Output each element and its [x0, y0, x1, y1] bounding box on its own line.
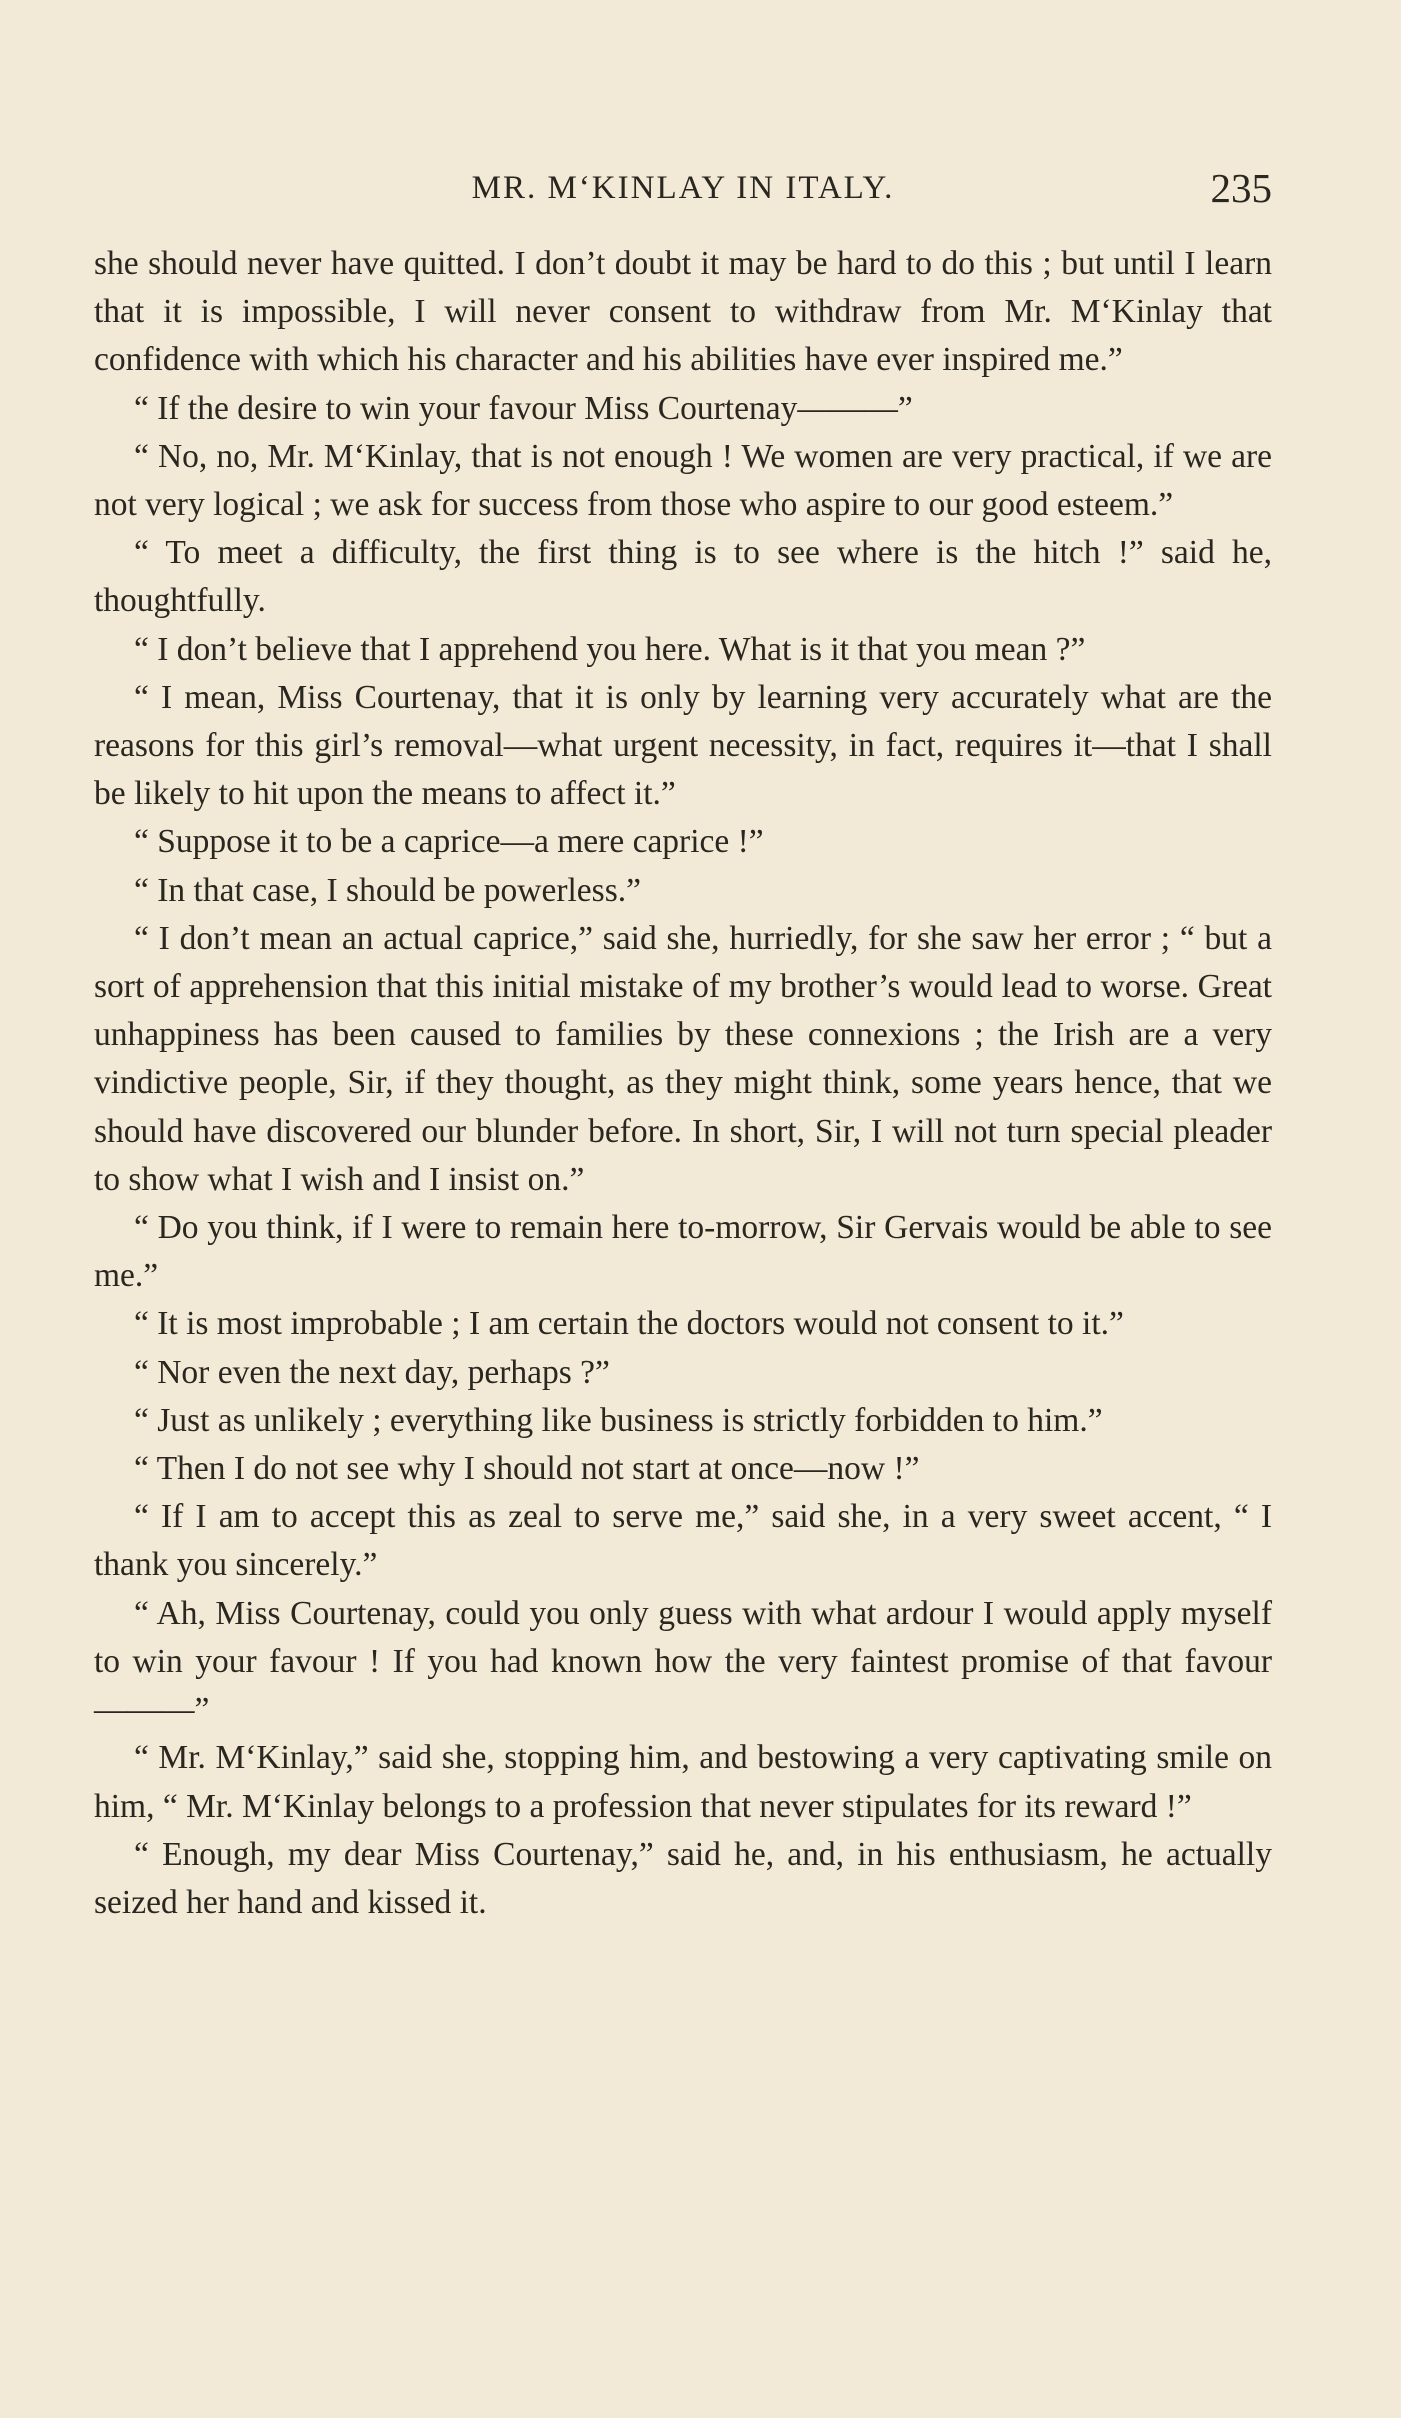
paragraph: “ Nor even the next day, perhaps ?”: [134, 1353, 610, 1391]
paragraph: “ Suppose it to be a caprice—a mere caprice !”: [134, 823, 764, 861]
paragraph: “ If the desire to win your favour Miss Courtenay———”: [134, 389, 913, 427]
body-text: [94, 240, 1272, 1927]
paragraph: “ Mr. M‘Kinlay,” said she, stopping him, and bestowing a very captivating smile on him, “ Mr. M‘Kinlay belongs to a profession that never stipulates for its reward !”: [94, 1739, 1272, 1825]
paragraph: “ I don’t believe that I apprehend you here. What is it that you mean ?”: [134, 630, 1086, 668]
paragraph: “ It is most improbable ; I am certain the doctors would not consent to it.”: [134, 1305, 1124, 1343]
paragraph: “ In that case, I should be powerless.”: [134, 871, 641, 909]
paragraph: “ Ah, Miss Courtenay, could you only guess with what ardour I would apply myself to win your favour ! If you had known how the very faintest promise of that favour———”: [94, 1594, 1272, 1729]
paragraph: “ Do you think, if I were to remain here to-morrow, Sir Gervais would be able to see me.”: [94, 1209, 1272, 1295]
paragraph: “ No, no, Mr. M‘Kinlay, that is not enough ! We women are very practical, if we are not very logical ; we ask for success from those who aspire to our good esteem.”: [94, 437, 1272, 524]
running-title: MR. M‘KINLAY IN ITALY.: [471, 170, 895, 206]
paragraph: “ I don’t mean an actual caprice,” said she, hurriedly, for she saw her error ; “ but a sort of apprehension that this initial mistake of my brother’s would lead to worse. Great unhappiness has been caused to families by these connexions ; the Irish are a very vindictive people, Sir, if they thought, as they might think, some years hence, that we should have discovered our blunder before. In short, Sir, I will not turn special pleader to show what I wish and I insist on.”: [94, 919, 1272, 1198]
paragraph: “ I mean, Miss Courtenay, that it is only by learning very accurately what are the reasons for this girl’s removal—what urgent necessity, in fact, requires it—that I shall be likely to hit upon the means to affect it.”: [94, 678, 1272, 813]
page-number: 235: [1210, 165, 1272, 211]
paragraph: “ Then I do not see why I should not start at once—now !”: [134, 1450, 920, 1488]
paragraph: “ To meet a difficulty, the first thing is to see where is the hitch !” said he, thoughtfully.: [94, 534, 1272, 620]
paragraph: “ Enough, my dear Miss Courtenay,” said he, and, in his enthusiasm, he actually seized her hand and kissed it.: [94, 1835, 1272, 1921]
paragraph: “ If I am to accept this as zeal to serve me,” said she, in a very sweet accent, “ I thank you sincerely.”: [94, 1498, 1272, 1584]
paragraph: she should never have quitted. I don’t doubt it may be hard to do this ; but until I learn that it is impossible, I will never consent to withdraw from Mr. M‘Kinlay that confidence with which his character and his abilities have ever inspired me.”: [94, 245, 1272, 379]
paragraph: “ Just as unlikely ; everything like business is strictly forbidden to him.”: [134, 1401, 1103, 1439]
running-head: [94, 164, 1272, 224]
